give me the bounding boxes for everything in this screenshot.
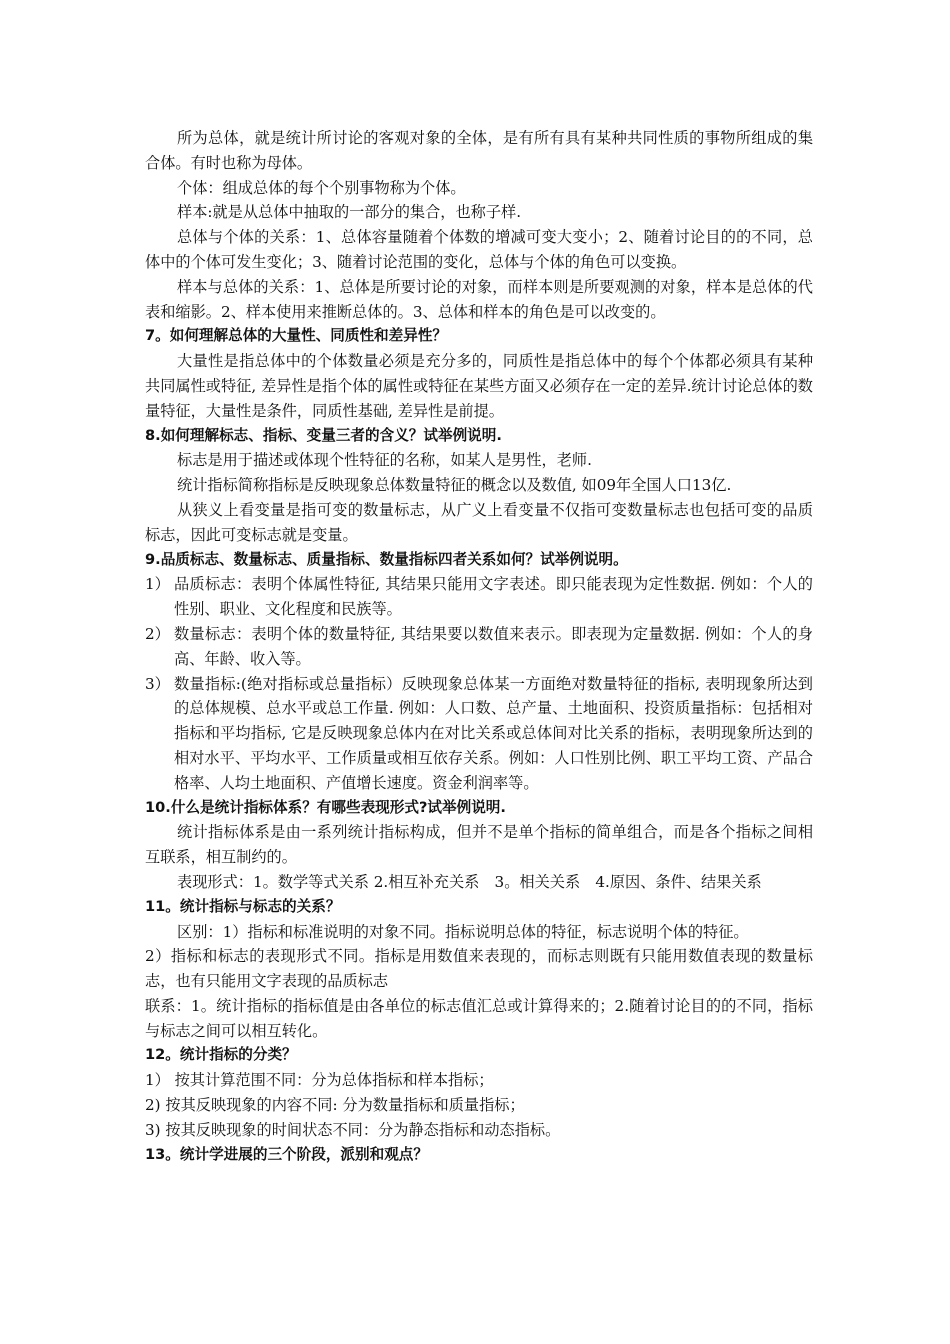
paragraph-q10-system: 统计指标体系是由一系列统计指标构成，但并不是单个指标的简单组合，而是各个指标之间相互联系，相互制约的。 <box>145 823 813 867</box>
heading-q11: 11。统计指标与标志的关系？ <box>145 897 341 915</box>
paragraph-q12-3: 3) 按其反映现象的时间状态不同：分为静态指标和动态指标。 <box>145 1120 561 1139</box>
list-item-q9-2 <box>145 622 813 672</box>
heading-q10: 10.什么是统计指标体系？有哪些表现形式?试举例说明. <box>145 798 506 816</box>
heading-q9: 9.品质标志、数量标志、质量指标、数量指标四者关系如何？试举例说明。 <box>145 550 628 568</box>
list-item-q9-3 <box>145 672 813 796</box>
paragraph-q10-forms: 表现形式：1。数学等式关系 2.相互补充关系 3。相关关系 4.原因、条件、结果关系 <box>177 872 762 891</box>
paragraph-q7-answer: 大量性是指总体中的个体数量必须是充分多的，同质性是指总体中的每个个体都必须具有某种共同属性或特征, 差异性是指个体的属性或特征在某些方面又必须存在一定的差异.统计讨论总体的数量特征，大量性是条件，同质性基础, 差异性是前提。 <box>145 352 813 420</box>
paragraph-q11-difference-2: 2）指标和标志的表现形式不同。指标是用数值来表现的，而标志则既有只能用数值表现的数量标志，也有只能用文字表现的品质标志 <box>145 947 813 991</box>
list-number: 3） <box>145 674 170 693</box>
heading-q7: 7。如何理解总体的大量性、同质性和差异性？ <box>145 327 448 345</box>
paragraph-population-individual-relation: 总体与个体的关系：1、总体容量随着个体数的增减可变大变小；2、随着讨论目的的不同，总体中的个体可发生变化；3、随着讨论范围的变化，总体与个体的角色可以变换。 <box>145 228 813 271</box>
paragraph-q8-mark: 标志是用于描述或体现个性特征的名称，如某人是男性，老师. <box>177 451 592 470</box>
list-item-text: 品质标志：表明个体属性特征, 其结果只能用文字表述。即只能表现为定性数据. 例如：个人的性别、职业、文化程度和民族等。 <box>174 575 813 619</box>
paragraph-q8-indicator: 统计指标简称指标是反映现象总体数量特征的概念以及数值, 如09年全国人口13亿. <box>177 476 732 495</box>
paragraph-q11-difference-1: 区别：1）指标和标准说明的对象不同。指标说明总体的特征，标志说明个体的特征。 <box>177 922 749 941</box>
heading-q8: 8.如何理解标志、指标、变量三者的含义？试举例说明. <box>145 426 502 444</box>
list-number: 2） <box>145 624 170 643</box>
paragraph-q12-2: 2) 按其反映现象的内容不同: 分为数量指标和质量指标； <box>145 1096 525 1115</box>
document-body <box>145 126 813 1167</box>
paragraph-sample-population-relation: 样本与总体的关系：1、总体是所要讨论的对象，而样本则是所要观测的对象，样本是总体的代表和缩影。2、样本使用来推断总体的。3、总体和样本的角色是可以改变的。 <box>145 277 813 321</box>
list-item-text: 数量标志：表明个体的数量特征, 其结果要以数值来表示。即表现为定量数据. 例如：个人的身高、年龄、收入等。 <box>174 624 813 668</box>
paragraph-q8-variable: 从狭义上看变量是指可变的数量标志，从广义上看变量不仅指可变数量标志也包括可变的品质标志，因此可变标志就是变量。 <box>145 500 813 544</box>
list-item-text: 数量指标:(绝对指标或总量指标）反映现象总体某一方面绝对数量特征的指标, 表明现象所达到的总体规模、总水平或总工作量. 例如：人口数、总产量、土地面积、投资质量指标：包括相对指标和平均指标, 它是反映现象总体内在对比关系或总体间对比关系的指标，表明现象所达到的相对水平、平均水平、工作质量或相互依存关系。例如：人口性别比例、职工平均工资、产品合格率、人均土地面积、产值增长速度。资金利润率等。 <box>174 674 813 792</box>
heading-q12: 12。统计指标的分类？ <box>145 1046 297 1064</box>
paragraph-sample-definition: 样本:就是从总体中抽取的一部分的集合，也称子样. <box>177 203 522 222</box>
paragraph-population-definition: 所为总体，就是统计所讨论的客观对象的全体，是有所有具有某种共同性质的事物所组成的集合体。有时也称为母体。 <box>145 129 813 172</box>
heading-q13: 13。统计学进展的三个阶段，派别和观点？ <box>145 1145 428 1163</box>
list-item-q9-1 <box>145 572 813 622</box>
list-number: 1） <box>145 575 170 594</box>
paragraph-q12-1: 1） 按其计算范围不同：分为总体指标和样本指标； <box>145 1071 494 1090</box>
paragraph-q11-connection: 联系：1。统计指标的指标值是由各单位的标志值汇总或计算得来的；2.随着讨论目的的不同，指标与标志之间可以相互转化。 <box>145 996 813 1040</box>
paragraph-individual-definition: 个体：组成总体的每个个别事物称为个体。 <box>177 178 466 197</box>
